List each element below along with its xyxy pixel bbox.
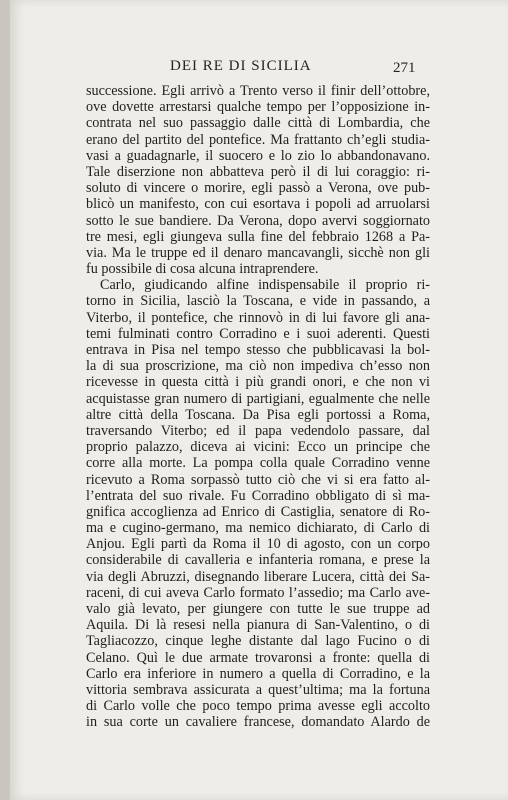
text-line: considerabile di cavalleria e infanteria romana, e prese la [86,552,430,569]
body-text [86,83,430,731]
text-line: raceni, di cui aveva Carlo formato l’assedio; ma Carlo ave- [86,584,430,601]
text-line: Anjou. Egli partì da Roma il 10 di agosto, con un corpo [86,536,430,553]
text-line: blicò un manifesto, con cui esortava i popoli ad arruolarsi [86,196,430,213]
text-line: soluto di vincere o morire, egli passò a Verona, ove pub- [86,180,430,197]
text-line: gnifica accoglienza ad Enrico di Castiglia, senatore di Ro- [86,503,430,520]
text-line: ricevuto a Roma sorpassò tutto ciò che vi si era fatto al- [86,471,430,488]
text-line: entrava in Pisa nel tempo stesso che pubblicavasi la bol- [86,342,430,358]
text-line: fu possibile di cosa alcuna intraprendere. [86,261,319,278]
page-header [10,58,480,80]
text-line: via degli Abruzzi, disegnando liberare Lucera, città dei Sa- [86,568,430,585]
text-line: contrata nel suo passaggio dalle città di Lombardia, che [86,115,430,132]
text-line: la di sua proscrizione, ma ciò non impediva ch’esso non [86,358,430,375]
text-line: vittoria sembrava assicurata a quest’ultima; ma la fortuna [86,681,430,698]
text-line: erano del partito del pontefice. Ma frattanto ch’egli studia- [86,131,430,148]
text-line: via. Ma le truppe ed il denaro mancavangli, sicchè non gli [86,244,430,261]
text-line: sotto le sue bandiere. Da Verona, dopo avervi soggiornato [86,212,430,229]
text-line: Carlo era inferiore in numero a quella di Corradino, e la [86,665,430,682]
text-line: ove dovette arrestarsi qualche tempo per l’opposizione in- [86,99,430,116]
text-line: Tagliacozzo, cinque leghe distante dal lago Fucino o di [86,633,430,650]
page-number: 271 [393,60,416,76]
text-line: vasi a guadagnarle, il suocero e lo zio lo abbandonavano. [86,147,430,164]
text-line: l’entrata del suo rivale. Fu Corradino obbligato di sì ma- [86,487,430,504]
text-line: traversando Viterbo; ed il papa vedendolo passare, dal [86,422,430,439]
text-line: tre mesi, egli giungeva sulla fine del febbraio 1268 a Pa- [86,228,430,245]
text-line: in sua corte un cavaliere francese, domandato Alardo de [86,714,430,731]
running-head: DEI RE DI SICILIA [170,58,312,74]
text-line: valo già levato, per giungere con tutte le sue truppe ad [86,601,430,617]
text-line: ma e cugino-germano, ma nemico dichiarato, di Carlo di [86,520,430,537]
text-line: successione. Egli arrivò a Trento verso il finir dell’ottobre, [86,83,430,99]
text-line: proprio palazzo, diceva ai vicini: Ecco un principe che [86,439,430,456]
text-line: torno in Sicilia, lasciò la Toscana, e vide in passando, a [86,293,430,310]
text-line: acquistasse gran numero di partigiani, egualmente che nelle [86,390,430,407]
text-line: Celano. Quì le due armate trovaronsi a fronte: quella di [86,649,430,666]
text-line: Tale diserzione non abbatteva però il di lui coraggio: ri- [86,163,430,180]
text-line: Viterbo, il pontefice, che rinnovò in di lui favore gli ana- [86,309,430,326]
text-line: altre città della Toscana. Da Pisa egli portossi a Roma, [86,406,430,423]
text-line: temi fulminati contro Corradino e i suoi aderenti. Questi [86,325,430,342]
text-line: Aquila. Di là resesi nella pianura di San-Valentino, o di [86,617,430,634]
text-line: corre alla morte. La pompa colla quale Corradino venne [86,455,430,472]
text-line: Carlo, giudicando alfine indispensabile il proprio ri- [100,277,430,294]
text-line: di Carlo volle che poco tempo prima avesse egli accolto [86,698,430,715]
text-line: ricevesse in questa città i più grandi onori, e che non vi [86,374,430,391]
book-page [10,0,508,800]
